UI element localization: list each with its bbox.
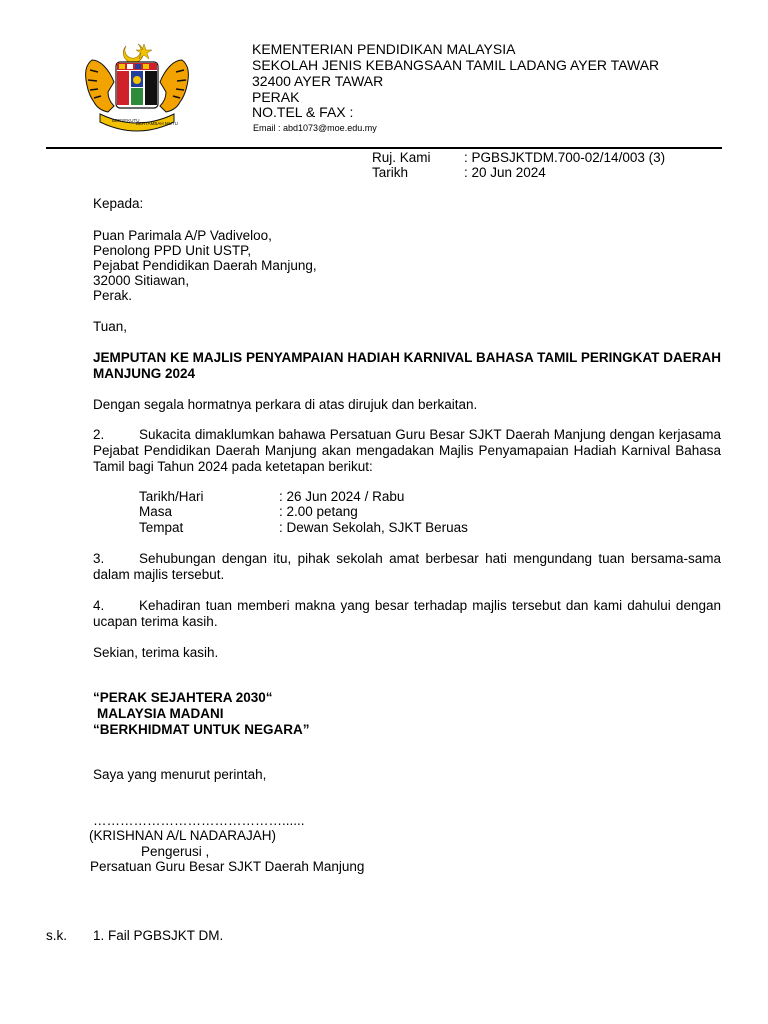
left-tiger-icon (86, 60, 114, 112)
header-divider (46, 147, 722, 149)
crescent-icon (123, 44, 143, 63)
signatory-organization: Persatuan Guru Besar SJKT Daerah Manjung (90, 859, 365, 874)
recipient-line: 32000 Sitiawan, (93, 273, 190, 288)
event-value: : 2.00 petang (279, 504, 358, 519)
event-value: : 26 Jun 2024 / Rabu (279, 489, 405, 504)
cc-item: 1. Fail PGBSJKT DM. (93, 928, 224, 943)
date-value: : 20 Jun 2024 (464, 165, 546, 180)
intro-paragraph: Dengan segala hormatnya perkara di atas dirujuk dan berkaitan. (93, 397, 478, 412)
kepada-label: Kepada: (93, 196, 144, 211)
ministry-name: KEMENTERIAN PENDIDIKAN MALAYSIA (252, 41, 516, 57)
paragraph-4 (93, 598, 721, 630)
slogan-madani: MALAYSIA MADANI (97, 706, 224, 721)
signature-instruction: Saya yang menurut perintah, (93, 767, 267, 782)
crest-motto-left: BERSEKUTU (112, 118, 140, 123)
paragraph-text: Sehubungan dengan itu, pihak sekolah amat berbesar hati mengundang tuan bersama-sama dalam majlis tersebut. (93, 551, 721, 582)
recipient-line: Perak. (93, 288, 133, 303)
right-tiger-icon (160, 60, 188, 112)
paragraph-number: 2. (93, 427, 105, 442)
recipient-line: Penolong PPD Unit USTP, (93, 243, 252, 258)
ref-label: Ruj. Kami (372, 150, 431, 165)
paragraph-number: 4. (93, 598, 105, 613)
date-label: Tarikh (372, 165, 409, 180)
paragraph-number: 3. (93, 551, 105, 566)
school-name: SEKOLAH JENIS KEBANGSAAN TAMIL LADANG AYER TAWAR (252, 57, 660, 73)
email-address: Email : abd1073@moe.edu.my (253, 123, 377, 133)
paragraph-3 (93, 551, 721, 583)
event-label: Masa (139, 504, 173, 519)
paragraph-text: Kehadiran tuan memberi makna yang besar terhadap majlis tersebut dan kami dahului dengan ucapan terima kasih. (93, 598, 721, 629)
recipient-line: Puan Parimala A/P Vadiveloo, (93, 228, 272, 243)
event-value: : Dewan Sekolah, SJKT Beruas (279, 520, 468, 535)
state: PERAK (252, 89, 300, 105)
letter-subject: JEMPUTAN KE MAJLIS PENYAMPAIAN HADIAH KARNIVAL BAHASA TAMIL PERINGKAT DAERAH MANJUNG 2024 (93, 350, 721, 381)
slogan-berkhidmat: “BERKHIDMAT UNTUK NEGARA” (93, 722, 310, 737)
phone-fax: NO.TEL & FAX : (252, 104, 354, 120)
signatory-name: (KRISHNAN A/L NADARAJAH) (89, 828, 277, 843)
paragraph-text: Sukacita dimaklumkan bahawa Persatuan Guru Besar SJKT Daerah Manjung dengan kerjasama Pejabat Pendidikan Daerah Manjung akan mengadakan Majlis Penyamapaian Hadiah Karnival Bahasa Tamil bagi Tahun 2024 pada ketetapan berikut: (93, 427, 721, 474)
cc-label: s.k. (46, 928, 68, 943)
paragraph-2 (93, 427, 721, 475)
closing-line: Sekian, terima kasih. (93, 645, 219, 660)
salutation: Tuan, (93, 319, 128, 334)
slogan-perak: “PERAK SEJAHTERA 2030“ (93, 690, 273, 705)
crest-motto-right: BERTAMBAH MUTU (136, 121, 178, 126)
event-label: Tempat (139, 520, 184, 535)
postcode-town: 32400 AYER TAWAR (252, 73, 384, 89)
recipient-line: Pejabat Pendidikan Daerah Manjung, (93, 258, 317, 273)
signature-line: ……………………………………...... (93, 813, 305, 828)
signatory-title: Pengerusi , (141, 844, 210, 859)
ref-value: : PGBSJKTDM.700-02/14/003 (3) (464, 150, 666, 165)
event-label: Tarikh/Hari (139, 489, 204, 504)
coat-of-arms-emblem (78, 40, 196, 135)
